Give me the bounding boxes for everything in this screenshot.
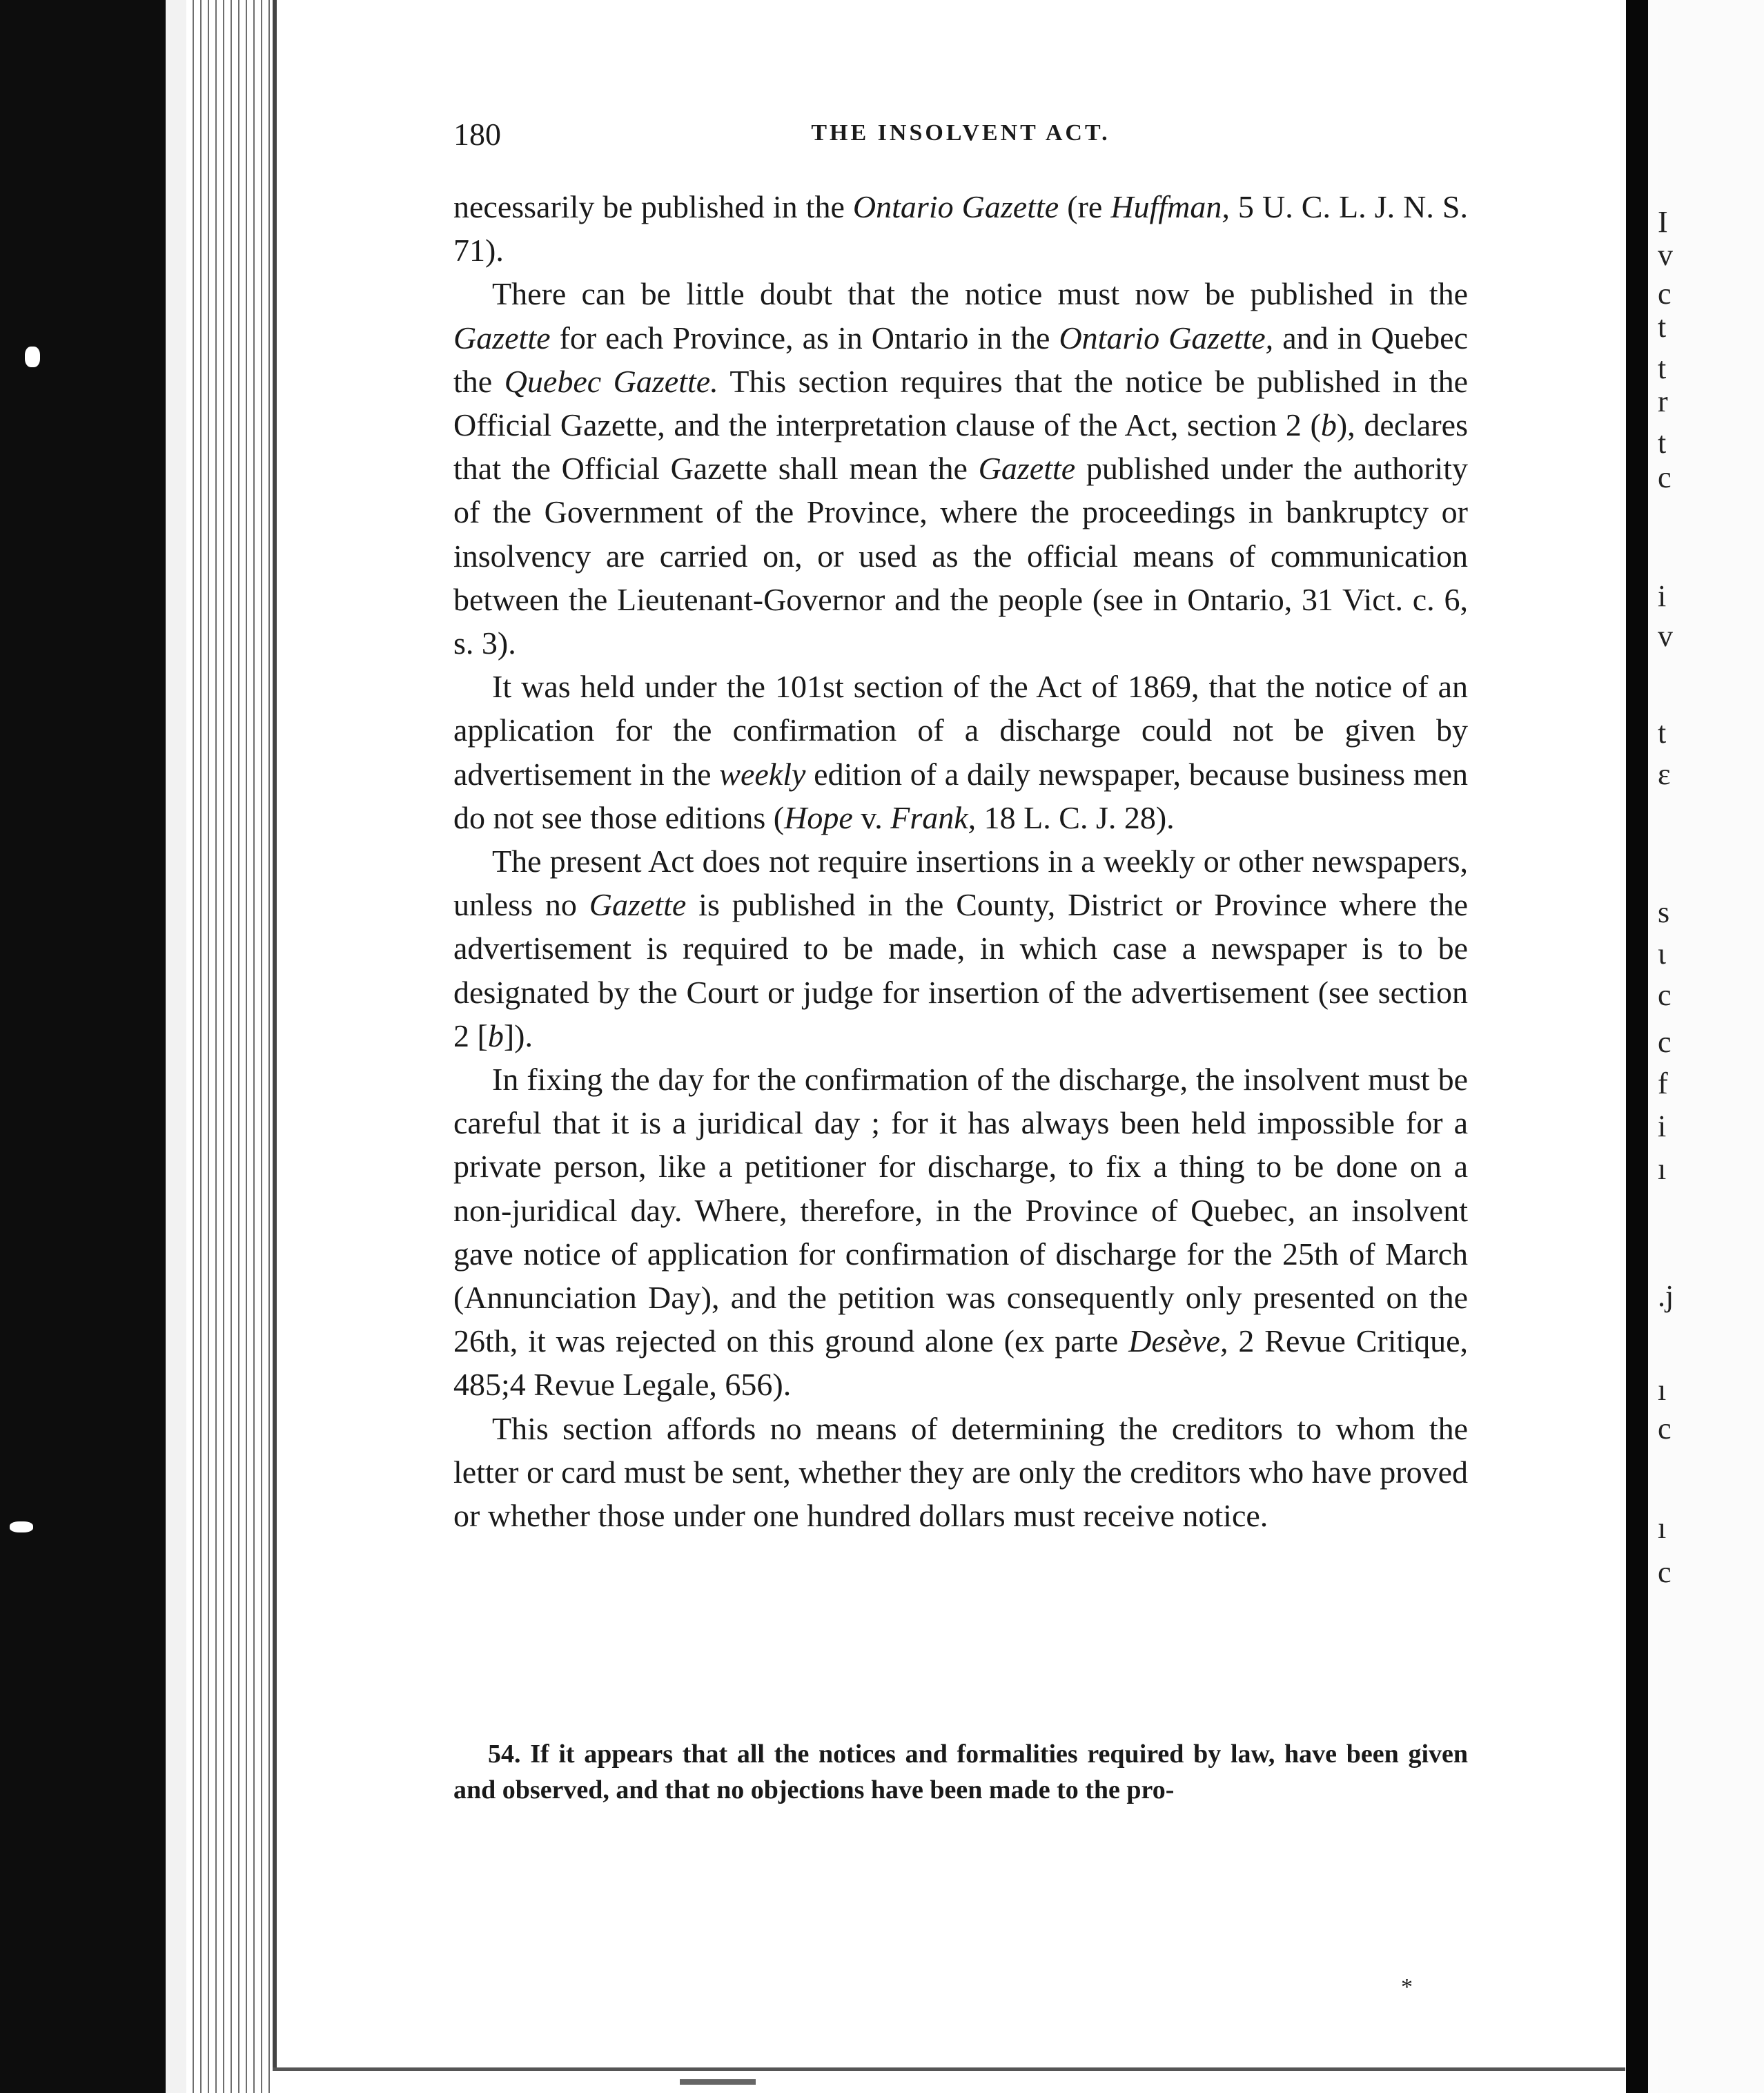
text-run: v. xyxy=(852,799,891,835)
body-text xyxy=(453,185,1468,1537)
facing-page-letter: ε xyxy=(1658,757,1671,791)
page-number: 180 xyxy=(453,117,501,152)
scan-speck xyxy=(10,1521,33,1532)
facing-page-letter: c xyxy=(1658,460,1672,494)
book-gutter-dark xyxy=(0,0,166,2093)
facing-page-letter: t xyxy=(1658,310,1667,344)
italic-term: b xyxy=(1320,407,1337,443)
italic-term: Gazette xyxy=(453,320,551,356)
facing-page-letter: c xyxy=(1658,1555,1672,1589)
paragraph-3 xyxy=(453,665,1468,839)
facing-page-letter: .j xyxy=(1658,1279,1674,1313)
text-run: This section requires that the notice be published in the Official Gazette, and the interpretation clause of the Act, section 2 ( xyxy=(453,363,1468,443)
facing-page-letter: i xyxy=(1658,579,1667,613)
facing-page-letter: v xyxy=(1658,238,1673,272)
text-run: is published in the County, District or Province where the advertisement is required to be made, in which case a newspaper is to be designated by the Court or judge for insertion of the advertisement (see section 2 [ xyxy=(453,887,1468,1053)
paragraph-6 xyxy=(453,1407,1468,1538)
text-run: necessarily be published in the xyxy=(453,189,853,224)
page-edge-strip xyxy=(166,0,186,2093)
facing-page-letter: t xyxy=(1658,716,1667,750)
facing-page-letter: I xyxy=(1658,205,1668,239)
paragraph-1 xyxy=(453,185,1468,272)
facing-page-letter: i xyxy=(1658,1109,1667,1143)
facing-page-letter: f xyxy=(1658,1067,1668,1100)
facing-page-letter: r xyxy=(1658,384,1668,418)
facing-page-letter: c xyxy=(1658,1412,1672,1445)
italic-term: b xyxy=(487,1018,504,1053)
text-run: ), declares that the Official Gazette shall mean the xyxy=(453,407,1468,487)
paragraph-4 xyxy=(453,839,1468,1058)
facing-page-letter: ı xyxy=(1658,1373,1667,1407)
text-run: 5 U. C. L. J. N. S. 71). xyxy=(453,189,1468,269)
facing-page-letter: ı xyxy=(1658,1152,1667,1186)
text-run: The present Act does not require insertions in a weekly or other newspapers, unless no xyxy=(453,844,1468,923)
page-border-left xyxy=(273,0,277,2071)
facing-page-letter: t xyxy=(1658,426,1667,460)
italic-term: Gazette xyxy=(978,451,1076,487)
statute-text: 54. If it appears that all the notices and formalities required by law, have been given and observed, and that no objections have been made to the pro- xyxy=(453,1740,1468,1804)
paragraph-2 xyxy=(453,272,1468,665)
paragraph-5 xyxy=(453,1058,1468,1407)
italic-term: Ontario Gazette, xyxy=(1059,320,1274,356)
statute-section-54 xyxy=(453,1736,1468,1808)
text-run: published under the authority of the Government of the Province, where the proceedings in bankruptcy or insolvency are carried on, or used as the official means of communication between the Lieutenant-Governor and the people (see in Ontario, 31 Vict. c. 6, s. 3). xyxy=(453,451,1468,661)
facing-page-letter: ı xyxy=(1658,1511,1667,1545)
page-header xyxy=(453,116,1468,157)
case-citation: Desève, xyxy=(1128,1323,1228,1359)
facing-page-letter: c xyxy=(1658,277,1672,311)
text-run: 18 L. C. J. 28). xyxy=(976,799,1175,835)
text-run: This section affords no means of determining the creditors to whom the letter or card must be sent, whether they are only the creditors who have proved or whether those under one hundred dollars must receive notice. xyxy=(453,1410,1468,1534)
text-run: In fixing the day for the confirmation of the discharge, the insolvent must be careful that it is a juridical day ; for it has always been held impossible for a private person, like a petitioner for discharge, to fix a thing to be done on a non-juridical day. Where, therefore, in the Province of Quebec, an insolvent gave notice of application for confirmation of discharge for the 25th of March (Annunciation Day), and the petition was consequently only presented on the 26th, it was rejected on this ground alone (ex parte xyxy=(453,1062,1468,1359)
case-citation: Huffman, xyxy=(1110,189,1230,224)
case-citation: Frank, xyxy=(890,799,977,835)
text-run: There can be little doubt that the notice must now be published in the xyxy=(492,276,1468,312)
case-citation: Ontario Gazette xyxy=(852,189,1059,224)
italic-term: Quebec Gazette. xyxy=(504,363,718,399)
facing-page-fragment xyxy=(1648,0,1764,2093)
text-run: ]). xyxy=(503,1018,533,1053)
scan-speck xyxy=(25,347,40,367)
facing-page-letter: t xyxy=(1658,351,1667,385)
facing-page-letter: c xyxy=(1658,978,1672,1012)
facing-page-letter: ι xyxy=(1658,937,1666,971)
italic-term: weekly xyxy=(719,756,806,792)
running-title: THE INSOLVENT ACT. xyxy=(811,120,1110,146)
facing-page-letter: v xyxy=(1658,619,1673,653)
scan-smudge xyxy=(680,2079,756,2085)
page-stack-edges xyxy=(186,0,273,2093)
text-run: (re xyxy=(1059,189,1111,224)
text-run: and in Quebec the xyxy=(453,320,1468,399)
text-run: edition of a daily newspaper, because business men do not see those editions ( xyxy=(453,756,1468,835)
bottom-mark: * xyxy=(1401,1974,1413,2000)
text-run: 2 Revue Critique, 485;4 Revue Legale, 656). xyxy=(453,1323,1468,1403)
page-border-bottom xyxy=(273,2067,1625,2071)
book-gutter-right xyxy=(1626,0,1648,2093)
text-run: for each Province, as in Ontario in the xyxy=(550,320,1059,356)
facing-page-letter: c xyxy=(1658,1025,1672,1059)
case-citation: Hope xyxy=(784,799,853,835)
italic-term: Gazette xyxy=(589,887,687,923)
facing-page-letter: s xyxy=(1658,895,1670,929)
text-run: It was held under the 101st section of the Act of 1869, that the notice of an application for the confirmation of a discharge could not be given by advertisement in the xyxy=(453,669,1468,792)
